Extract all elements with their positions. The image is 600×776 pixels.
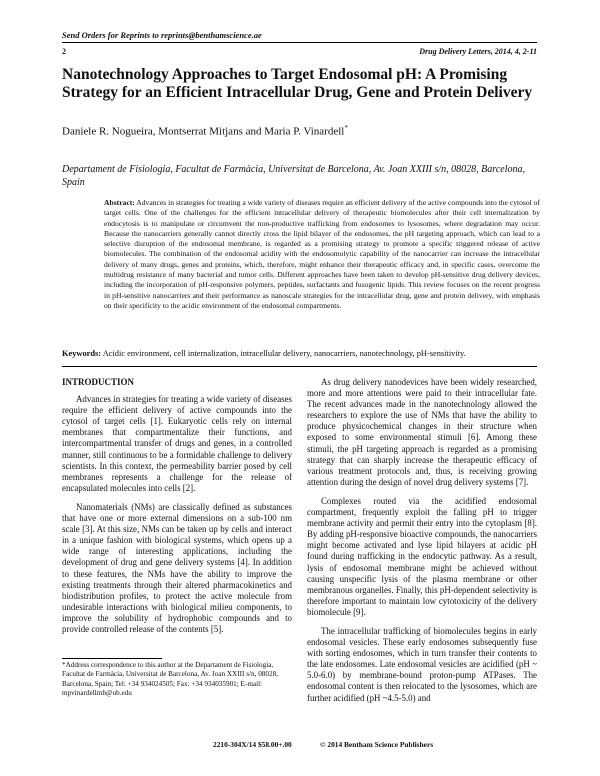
abstract-label: Abstract: [104,198,135,207]
affiliation: Departament de Fisiologia, Facultat de Farmàcia, Universitat de Barcelona, Av. Joan XXIII s/n, 08028, Barcelona, Spain [62,164,525,188]
abstract-text: Advances in strategies for treating a wide variety of diseases require an efficient delivery of the active compounds into the cytosol of target cells. One of the challenges for the efficient intracellular delivery of therapeutic biomolecules after their cell internalization by endocytosis is to manipulate or circumvent the non-productive trafficking from endosomes to lysosomes, where degradation may occur. Because the nanocarriers generally cannot directly cross the lipid bilayer of the endosomes, the pH targeting approach, which can lead to a selective disruption of the endosomal membrane, is regarded as a promising strategy to promote a specific triggered release of active biomolecules. The combination of the endosomal acidity with the endosomolytic capability of the nanocarrier can increase the intracellular delivery of many drugs, genes and proteins, which, therefore, might enhance their therapeutic efficacy and, in specific cases, overcome the multidrug resistance of many bacterial and tumor cells. Different approaches have been taken to develop pH-sensitive drug delivery devices, including the incorporation of pH-responsive polymers, peptides, surfactants and fusogenic lipids. This review focuses on the recent progress in pH-sensitive nanocarriers and their performance as nanoscale strategies for the intracellular drug, gene and protein delivery, with emphasis on their specificity to the acidic environment of the endosomal compartments. [104,198,540,310]
keywords-text: Acidic environment, cell internalization, intracellular delivery, nanocarriers, nanotechnology, pH-sensitivity. [102,349,466,358]
intro-paragraph-1: Advances in strategies for treating a wide variety of diseases require the efficient delivery of active compounds into the cytosol of target cells [1]. Eukaryotic cells rely on internal membranes that compartmentalize their functions, and intercompartmental transfer of drugs and genes, in a controlled manner, still continuous to be a formidable challenge to delivery scientists. In this context, the permeability barrier posed by cell membranes represents a challenge for the release of encapsulated molecules into cells [2]. [62,394,292,493]
abstract [104,198,540,311]
reprints-notice: Send Orders for Reprints to reprints@benthamscience.ae [62,30,262,40]
footnote-rule [62,658,162,659]
keywords [62,348,540,359]
author-list [62,124,348,138]
body-paragraph-2: Complexes routed via the acidified endosomal compartment, frequently exploit the falling pH to trigger membrane activity and permit their entry into the cytoplasm [8]. By adding pH-responsive bioactive compounds, the nanocarriers might become activated and lyse lipid bilayers at acidic pH found during trafficking in the endocytic pathway. As a result, lysis of endosomal membrane might be achieved without causing unspecific lysis of the plasma membrane or other membranous organelles. Finally, this pH-dependent selectivity is therefore important to maintain low cytotoxicity of the delivery biomolecule [9]. [307,495,537,617]
journal-citation: Drug Delivery Letters, 2014, 4, 2-11 [419,47,537,56]
page-number: 2 [62,47,66,56]
keywords-label: Keywords: [62,349,102,358]
corresponding-mark: * [344,124,348,132]
paper-title: Nanotechnology Approaches to Target Endosomal pH: A Promising Strategy for an Efficient Intracellular Drug, Gene and Protein Delivery [62,66,533,101]
body-paragraph-3: The intracellular trafficking of biomolecules begins in early endosomal vesicles. These early endosomes subsequently fuse with sorting endosomes, which in turn transfer their contents to the late endosomes. Late endosomal vesicles are acidified (pH ~ 5.0-6.0) by membrane-bound proton-pump ATPases. The endosomal content is then relocated to the lysosomes, which are further acidified (pH ~4.5-5.0) and [307,625,537,703]
issn-price: 2210-304X/14 $58.00+.00 [213,740,292,749]
right-column [307,377,537,712]
intro-paragraph-2: Nanomaterials (NMs) are classically defined as substances that have one or more external dimensions on a sub-100 nm scale [3]. At this size, NMs can be taken up by cells and interact in a unique fashion with biological systems, which opens up a wide range of interesting applications, including the development of drug and gene delivery systems [4]. In addition to these features, the NMs have the ability to improve the existing treatments through their altered pharmacokinetics and biodistribution profiles, to protect the active molecule from undesirable interactions with biological milieu components, to improve the solubility of hydrophobic compounds and to provide controlled release of the contents [5]. [62,501,292,634]
section-rule [62,366,537,367]
author-names: Daniele R. Nogueira, Montserrat Mitjans and Maria P. Vinardell [62,125,345,138]
correspondence-footnote: *Address correspondence to this author at the Departament de Fisiologia, Facultat de Farmàcia, Universitat de Barcelona, Av. Joan XXIII s/n, 08028, Barcelona, Spain; Tel: +34 934024505; Fax: +34 934035901; E-mail: mpvinardellmh@ub.edu [62,661,278,698]
left-column [62,377,292,643]
section-heading: INTRODUCTION [62,377,135,387]
body-paragraph-1: As drug delivery nanodevices have been widely researched, more and more attentions were paid to their intracellular fate. The recent advances made in the nanotechnology allowed the researchers to explore the use of NMs that have the ability to produce physicochemical changes in their structure when exposed to some environmental stimuli [6]. Among these stimuli, the pH targeting approach is regarded as a promising strategy that can sharply increase the therapeutic efficacy of various treatment protocols and, thus, is receiving growing attention during the design of novel drug delivery systems [7]. [307,377,537,487]
copyright: © 2014 Bentham Science Publishers [320,740,434,749]
header-rule [62,42,537,43]
